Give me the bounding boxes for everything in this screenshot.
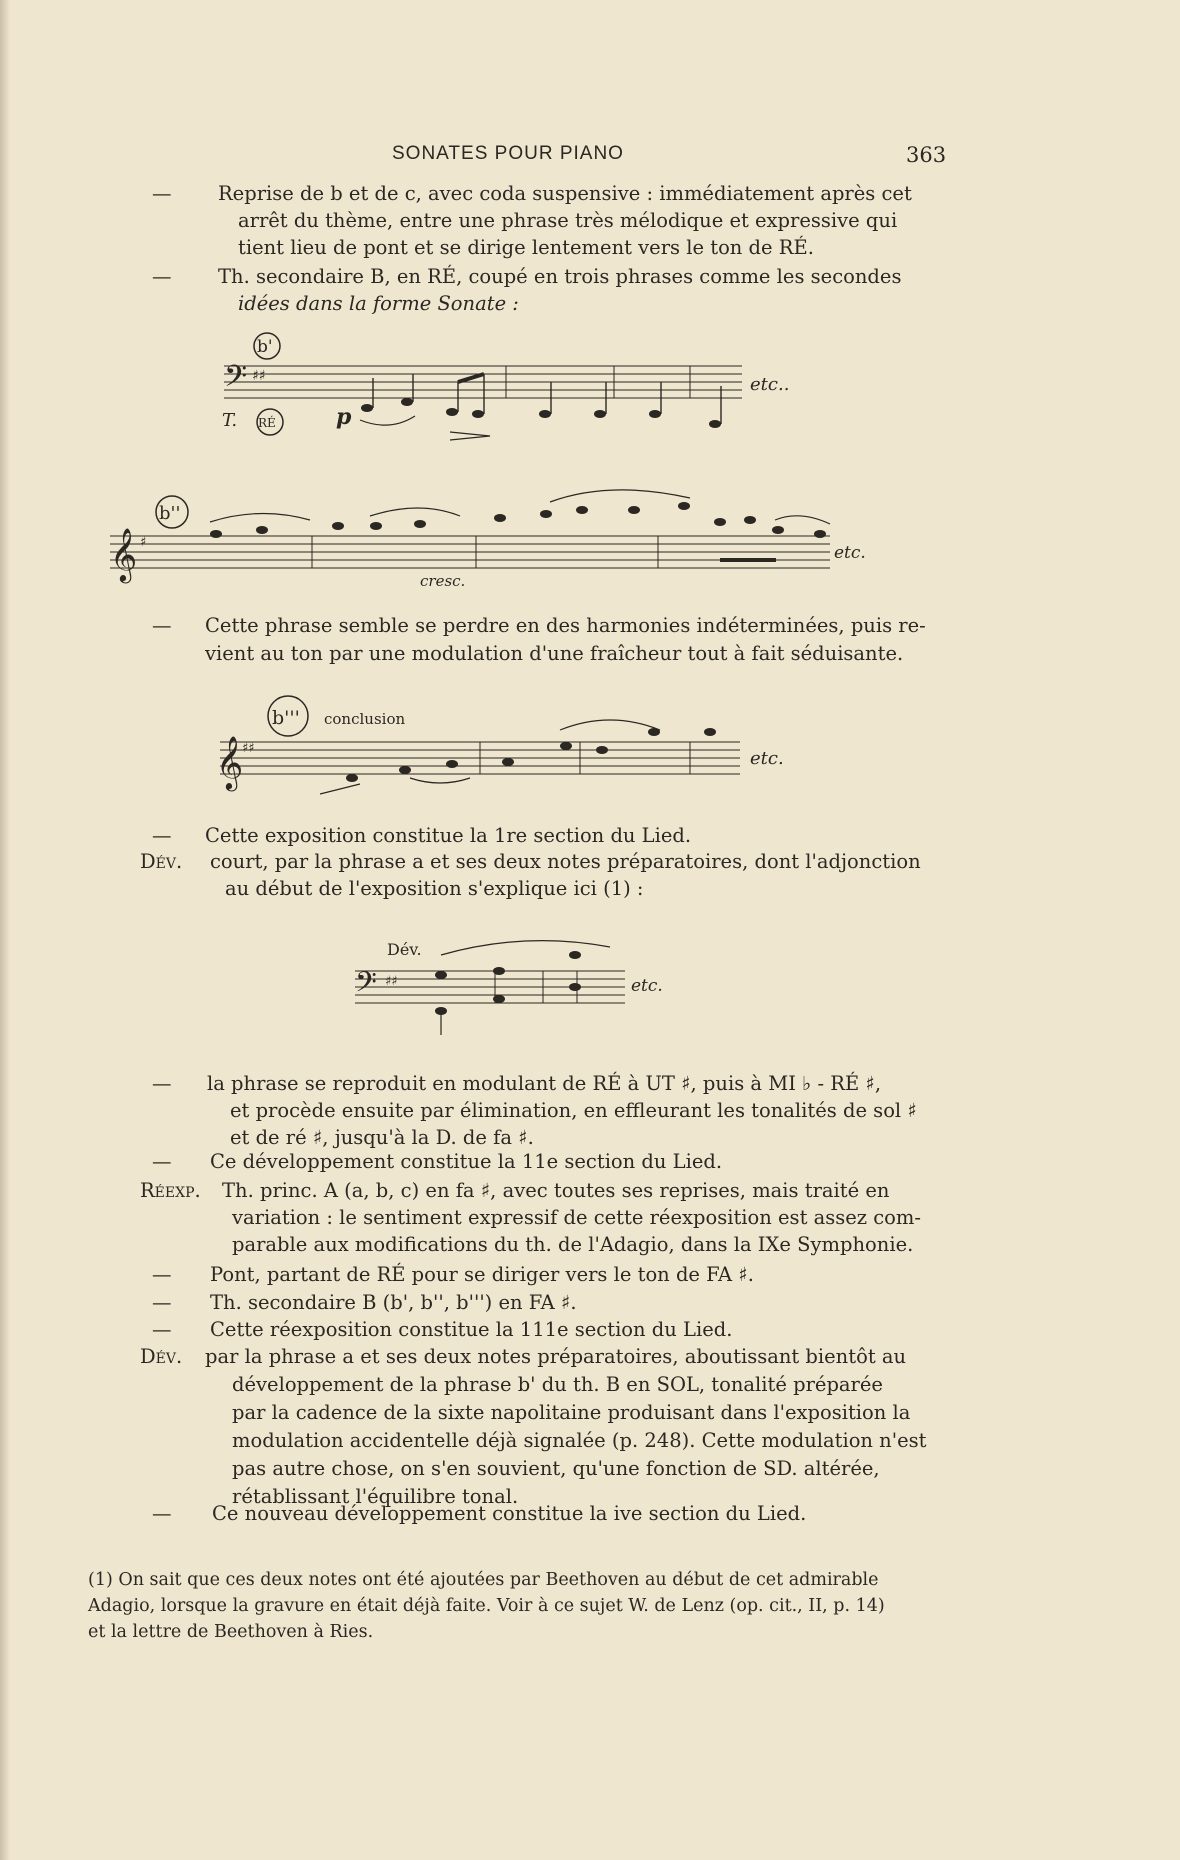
dash: —: [152, 182, 172, 205]
label-b2: b'': [159, 503, 181, 524]
dash: —: [152, 1072, 172, 1095]
text-line: parable aux modifications du th. de l'Adagio, dans la IXe Symphonie.: [232, 1233, 914, 1256]
label-b3: b''': [272, 707, 300, 729]
music-example-dev: [345, 935, 705, 1045]
staff-b1: [210, 328, 810, 448]
lead-dev: Dév.: [140, 1345, 183, 1368]
dash: —: [152, 1318, 172, 1341]
page-edge: [0, 0, 10, 1860]
text-line: Cette réexposition constitue la 111e section du Lied.: [210, 1318, 733, 1341]
dash: —: [152, 1150, 172, 1173]
staff-b3: [190, 688, 830, 818]
svg-text:𝄢: 𝄢: [355, 966, 377, 1006]
etc-text: etc.: [834, 543, 866, 563]
svg-text:♯♯: ♯♯: [242, 741, 255, 756]
svg-text:𝄢: 𝄢: [224, 360, 248, 401]
text-line: variation : le sentiment expressif de cette réexposition est assez com-: [232, 1206, 921, 1229]
dash: —: [152, 614, 172, 637]
conclusion-text: conclusion: [324, 710, 406, 728]
text-line: au début de l'exposition s'explique ici (1) :: [225, 877, 644, 900]
text-line: Th. secondaire B (b', b'', b''') en FA ♯.: [210, 1291, 577, 1314]
text-line: Pont, partant de RÉ pour se diriger vers le ton de FA ♯.: [210, 1263, 754, 1286]
text-line: Th. secondaire B, en RÉ, coupé en trois phrases comme les secondes: [218, 265, 902, 288]
lead-dev: Dév.: [140, 850, 183, 873]
footnote-line: et la lettre de Beethoven à Ries.: [88, 1622, 374, 1642]
dash: —: [152, 265, 172, 288]
text-line: tient lieu de pont et se dirige lentement vers le ton de RÉ.: [238, 236, 814, 259]
text-line: Th. princ. A (a, b, c) en fa ♯, avec toutes ses reprises, mais traité en: [222, 1179, 890, 1202]
svg-text:♯♯: ♯♯: [385, 974, 398, 989]
text-line: pas autre chose, on s'en souvient, qu'une fonction de SD. altérée,: [232, 1457, 880, 1480]
text-line: par la phrase a et ses deux notes préparatoires, aboutissant bientôt au: [205, 1345, 907, 1368]
svg-text:♯: ♯: [140, 535, 147, 550]
music-example-b1: [210, 328, 810, 448]
dash: —: [152, 1263, 172, 1286]
text-line: Cette exposition constitue la 1re section du Lied.: [205, 824, 692, 847]
label-dev: Dév.: [387, 940, 422, 959]
text-line: rétablissant l'équilibre tonal.: [232, 1485, 519, 1508]
label-b1: b': [257, 337, 273, 357]
text-line: Ce nouveau développement constitue la ive section du Lied.: [212, 1502, 807, 1525]
text-line: arrêt du thème, entre une phrase très mélodique et expressive qui: [238, 209, 898, 232]
staff-dev: [345, 935, 705, 1045]
running-title: SONATES POUR PIANO: [392, 143, 624, 164]
dynamic-p: p: [336, 404, 352, 430]
text-line: Cette phrase semble se perdre en des harmonies indéterminées, puis re-: [205, 614, 926, 637]
text-line: vient au ton par une modulation d'une fraîcheur tout à fait séduisante.: [205, 642, 904, 665]
etc-text: etc.: [631, 976, 663, 996]
svg-text:♯♯: ♯♯: [252, 368, 266, 384]
dash: —: [152, 824, 172, 847]
text-line: modulation accidentelle déjà signalée (p. 248). Cette modulation n'est: [232, 1429, 927, 1452]
cresc-text: cresc.: [420, 572, 466, 590]
dash: —: [152, 1502, 172, 1525]
text-line: la phrase se reproduit en modulant de RÉ à UT ♯, puis à MI ♭ - RÉ ♯,: [207, 1072, 882, 1095]
text-line: court, par la phrase a et ses deux notes préparatoires, dont l'adjonction: [210, 850, 921, 873]
text-line: Reprise de b et de c, avec coda suspensive : immédiatement après cet: [218, 182, 912, 205]
text-line: idées dans la forme Sonate :: [238, 292, 519, 315]
text-line: et de ré ♯, jusqu'à la D. de fa ♯.: [230, 1126, 534, 1149]
text-line: développement de la phrase b' du th. B en SOL, tonalité préparée: [232, 1373, 883, 1396]
text-line: par la cadence de la sixte napolitaine produisant dans l'exposition la: [232, 1401, 911, 1424]
music-example-b2: [110, 480, 930, 600]
page-number: 363: [906, 143, 947, 167]
text-line: Ce développement constitue la 11e section du Lied.: [210, 1150, 723, 1173]
etc-text: etc..: [750, 374, 790, 395]
footnote-line: (1) On sait que ces deux notes ont été ajoutées par Beethoven au début de cet admirable: [88, 1570, 879, 1590]
etc-text: etc.: [750, 748, 784, 769]
dash: —: [152, 1291, 172, 1314]
text-line: et procède ensuite par élimination, en effleurant les tonalités de sol ♯: [230, 1099, 917, 1122]
key-marker: T.: [222, 410, 238, 431]
svg-text:𝄞: 𝄞: [110, 527, 138, 581]
key-circle: RÉ: [258, 416, 276, 430]
page-header: [0, 143, 1180, 173]
lead-reexp: Réexp.: [140, 1179, 201, 1202]
footnote: [88, 1567, 958, 1645]
svg-text:𝄞: 𝄞: [216, 735, 244, 789]
footnote-line: Adagio, lorsque la gravure en était déjà faite. Voir à ce sujet W. de Lenz (op. cit., II, p. 14): [88, 1596, 885, 1616]
music-example-b3: [190, 688, 830, 818]
staff-b2: [110, 480, 930, 600]
